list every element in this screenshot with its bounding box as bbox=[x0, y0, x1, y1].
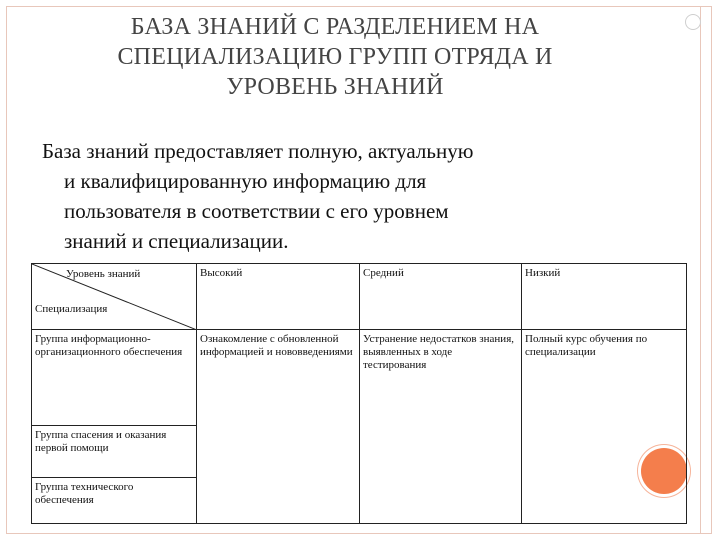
group-technical: Группа технического обеспечения bbox=[32, 478, 197, 524]
header-level-medium: Средний bbox=[360, 264, 522, 330]
title-line: СПЕЦИАЛИЗАЦИЮ ГРУПП ОТРЯДА И bbox=[117, 44, 553, 70]
table-row bbox=[32, 330, 687, 426]
group-info-org: Группа информационно-организационного обеспечения bbox=[32, 330, 197, 426]
slide-frame-right-band bbox=[700, 6, 712, 534]
knowledge-base-table bbox=[31, 263, 687, 524]
title-line: БАЗА ЗНАНИЙ С РАЗДЕЛЕНИЕМ НА bbox=[130, 14, 540, 40]
paragraph-line: знаний и специализации. bbox=[64, 229, 289, 253]
title-line: УРОВЕНЬ ЗНАНИЙ bbox=[226, 74, 444, 100]
table-header-row bbox=[32, 264, 687, 330]
cell-low: Полный курс обучения по специализации bbox=[522, 330, 687, 524]
paragraph-line: и квалифицированную информацию для bbox=[64, 169, 427, 193]
description-paragraph bbox=[42, 136, 642, 256]
paragraph-line: База знаний предоставляет полную, актуальную bbox=[42, 139, 474, 163]
cell-high: Ознакомление с обновленной информацией и нововведениями bbox=[197, 330, 360, 524]
decorative-circle-small-icon bbox=[685, 14, 701, 30]
corner-label-level: Уровень знаний bbox=[66, 268, 141, 280]
slide-title bbox=[40, 12, 630, 102]
paragraph-line: пользователя в соответствии с его уровнем bbox=[64, 199, 449, 223]
group-rescue: Группа спасения и оказания первой помощи bbox=[32, 426, 197, 478]
cell-medium: Устранение недостатков знания, выявленных в ходе тестирования bbox=[360, 330, 522, 524]
header-level-high: Высокий bbox=[197, 264, 360, 330]
corner-label-specialization: Специализация bbox=[35, 303, 108, 315]
table-corner-cell bbox=[32, 264, 197, 330]
header-level-low: Низкий bbox=[522, 264, 687, 330]
